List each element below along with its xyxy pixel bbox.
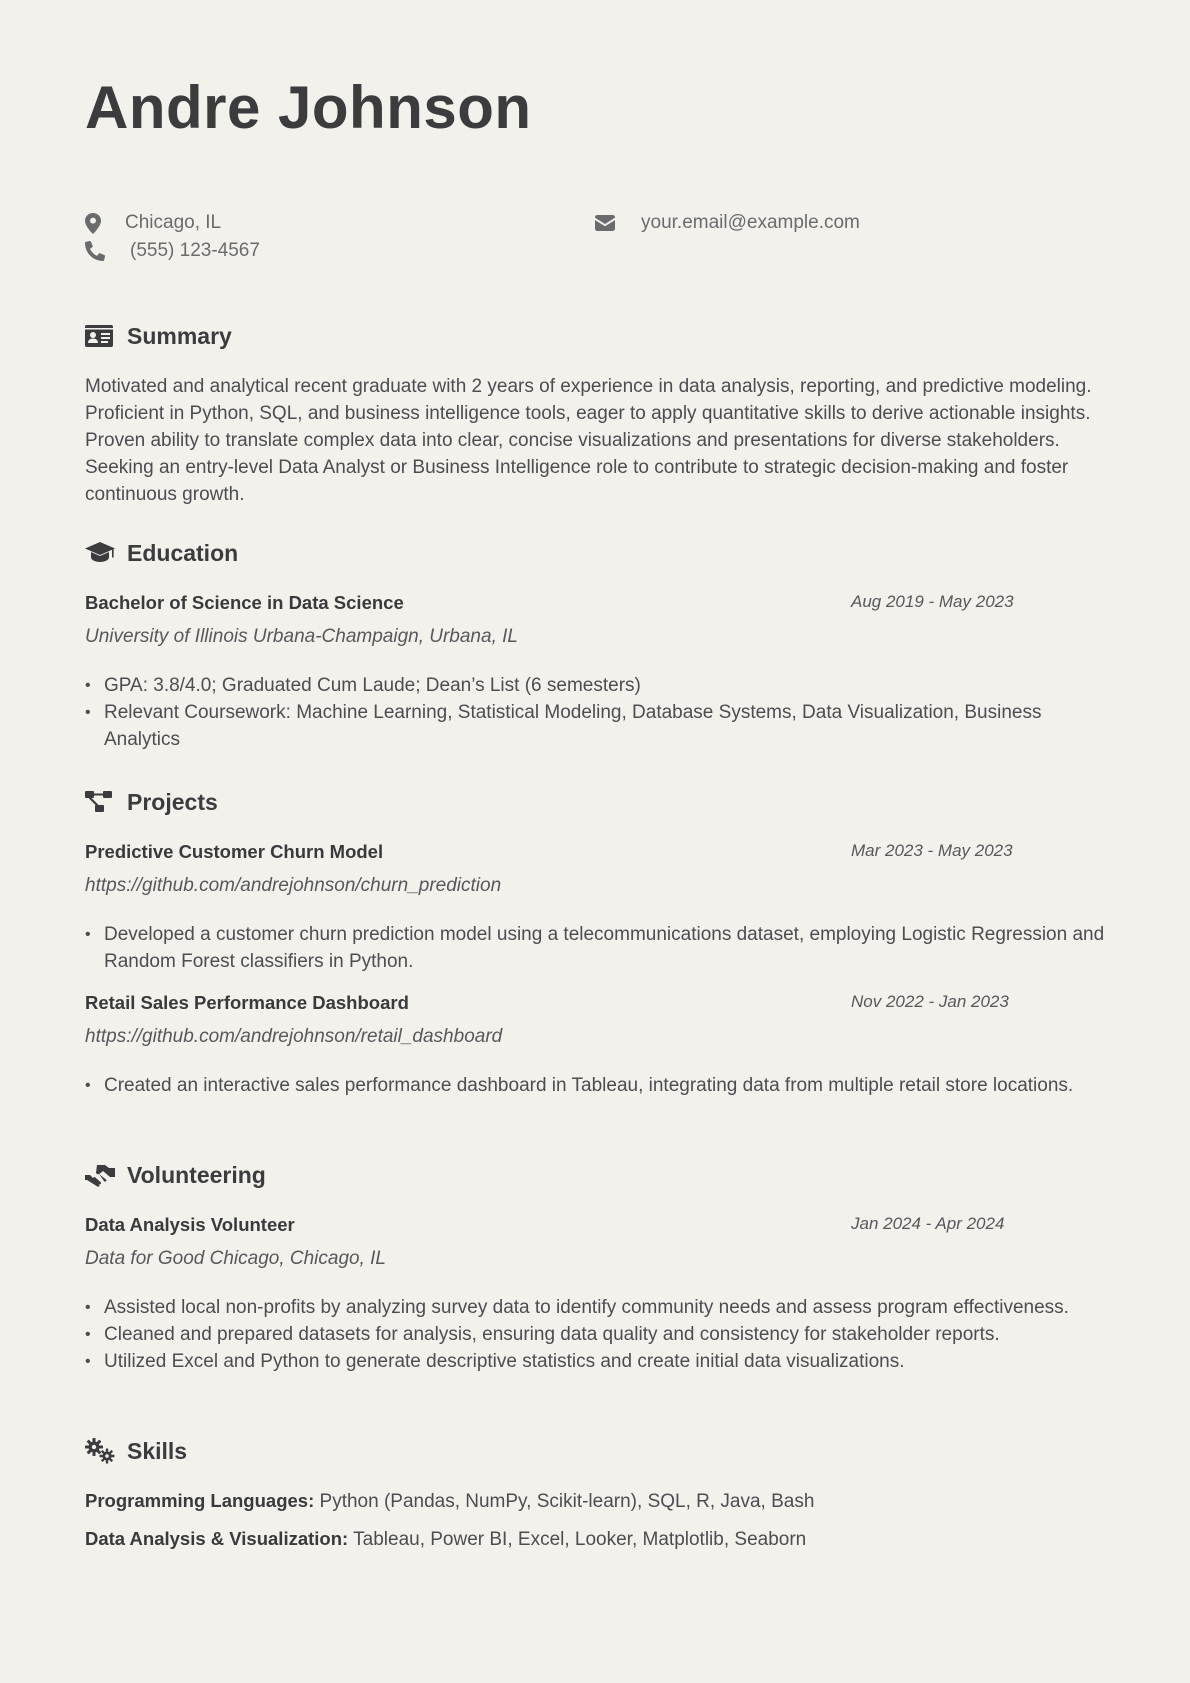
cogs-icon [85,1438,115,1464]
education-school: University of Illinois Urbana-Champaign, Urbana, IL [85,626,518,647]
project-1-bullets [85,921,1105,975]
volunteering-heading [85,1160,266,1190]
id-card-icon [85,323,115,349]
list-item: • Developed a customer churn prediction model using a telecommunications dataset, employing Logistic Regression and Random Forest classifiers in Python. [85,921,1105,975]
volunteer-date: Jan 2024 - Apr 2024 [851,1214,1005,1233]
phone-icon [85,241,105,261]
envelope-icon [595,215,615,231]
projects-heading [85,787,218,817]
candidate-name: Andre Johnson [85,74,532,141]
list-item: • Created an interactive sales performance dashboard in Tableau, integrating data from multiple retail store locations. [85,1072,1105,1099]
education-title: Education [127,539,239,566]
skill-row-data-analysis [85,1528,806,1551]
map-marker-icon [85,213,101,234]
list-item: • Assisted local non-profits by analyzing survey data to identify community needs and assess program effectiveness. [85,1294,1105,1321]
phone-text: (555) 123-4567 [130,240,260,261]
list-item: • Utilized Excel and Python to generate descriptive statistics and create initial data visualizations. [85,1348,1105,1375]
project-1-title: Predictive Customer Churn Model [85,841,384,862]
list-item: • Relevant Coursework: Machine Learning, Statistical Modeling, Database Systems, Data Visualization, Business Analytics [85,699,1105,753]
project-1-link[interactable]: https://github.com/andrejohnson/churn_prediction [85,875,502,896]
skill-label: Data Analysis & Visualization: [85,1528,349,1549]
contact-email[interactable] [595,210,860,236]
skills-heading [85,1436,187,1466]
list-item: • GPA: 3.8/4.0; Graduated Cum Laude; Dean’s List (6 semesters) [85,672,1105,699]
summary-heading [85,321,232,351]
project-2-title: Retail Sales Performance Dashboard [85,992,409,1013]
education-bullets [85,672,1105,753]
skills-title: Skills [127,1437,188,1464]
contact-phone[interactable] [85,238,260,264]
volunteer-org: Data for Good Chicago, Chicago, IL [85,1248,387,1269]
hands-helping-icon [85,1162,115,1188]
project-2-link[interactable]: https://github.com/andrejohnson/retail_dashboard [85,1026,503,1047]
list-item: • Cleaned and prepared datasets for analysis, ensuring data quality and consistency for stakeholder reports. [85,1321,1105,1348]
project-diagram-icon [85,789,115,815]
skill-row-programming [85,1490,814,1513]
education-degree: Bachelor of Science in Data Science [85,592,404,613]
skill-value: Python (Pandas, NumPy, Scikit-learn), SQL, R, Java, Bash [319,1491,815,1512]
project-2-bullets [85,1072,1105,1099]
education-date: Aug 2019 - May 2023 [851,592,1014,611]
email-text: your.email@example.com [641,212,860,233]
projects-title: Projects [127,788,218,815]
summary-title: Summary [127,322,232,349]
volunteer-role: Data Analysis Volunteer [85,1214,295,1235]
contact-location [85,210,221,236]
graduation-cap-icon [85,540,115,566]
education-heading [85,538,238,568]
summary-text: Motivated and analytical recent graduate with 2 years of experience in data analysis, reporting, and predictive modeling. Proficient in Python, SQL, and business intelligence tools, eager to apply quantitative skills to derive actionable insights. Proven ability to translate complex data into clear, concise visualizations and presentations for diverse stakeholders. Seeking an entry-level Data Analyst or Business Intelligence role to contribute to strategic decision-making and foster continuous growth. [85,376,1092,505]
project-1-date: Mar 2023 - May 2023 [851,841,1013,860]
project-2-date: Nov 2022 - Jan 2023 [851,992,1009,1011]
volunteering-title: Volunteering [127,1161,266,1188]
skill-value: Tableau, Power BI, Excel, Looker, Matplotlib, Seaborn [353,1529,807,1550]
skill-label: Programming Languages: [85,1490,315,1511]
volunteer-bullets [85,1294,1105,1375]
location-text: Chicago, IL [125,212,222,233]
